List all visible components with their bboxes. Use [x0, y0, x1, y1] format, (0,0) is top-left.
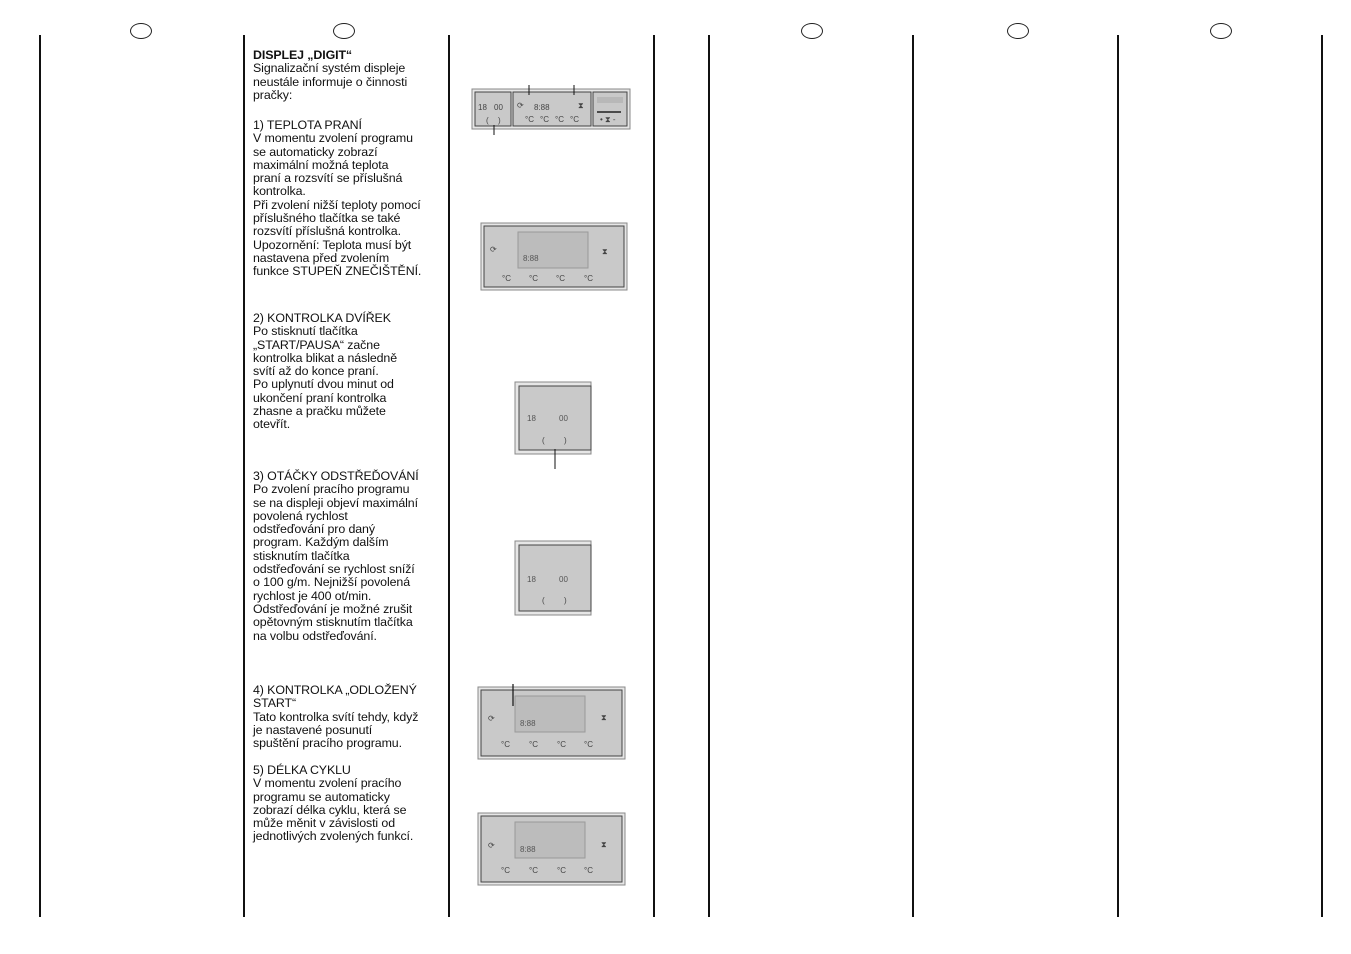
time-digits: 8:88: [520, 719, 536, 728]
language-circle-2: [333, 23, 355, 39]
column-line-2: [243, 35, 245, 917]
delay-start-icon: ⟳: [517, 101, 524, 110]
spin-digits: 18: [478, 103, 487, 112]
section-5-title: 5) DÉLKA CYKLU: [253, 763, 351, 777]
door-right-bracket: ): [564, 596, 567, 605]
column-line-5: [708, 35, 710, 917]
section-door: [253, 312, 445, 432]
temp-label-2: °C: [529, 740, 538, 749]
options-hourglass-icon: • ⧗ -: [600, 115, 616, 124]
temp-label-3: °C: [557, 866, 566, 875]
section-3-title: 3) OTÁČKY ODSTŘEĎOVÁNÍ: [253, 469, 419, 483]
column-line-4: [653, 35, 655, 917]
column-line-8: [1321, 35, 1323, 917]
section-3-body: Po zvolení pracího programu se na displeji objeví maximální povolená rychlost odstřeďování pro daný program. Každým dalším stisknutím tlačítka odstřeďování se rychlost sníží o 100 g/m. Nejnižší povolená rychlost je 400 ot/min. Odstřeďování je možné zrušit opětovným stisknutím tlačítka na volbu odstřeďování.: [253, 482, 418, 643]
time-digits: 8:88: [523, 254, 539, 263]
spin-digits: 18: [527, 575, 536, 584]
spin-digits: 18: [527, 414, 536, 423]
temp-label-1: °C: [501, 866, 510, 875]
temp-label-3: °C: [555, 115, 564, 124]
language-circle-5: [1210, 23, 1232, 39]
section-spin: [253, 470, 445, 643]
delay-start-icon: ⟳: [490, 245, 497, 254]
language-circle-4: [1007, 23, 1029, 39]
section-4-body: Tato kontrolka svítí tehdy, když je nastavené posunutí spuštění pracího programu.: [253, 709, 419, 751]
language-circle-1: [130, 23, 152, 39]
column-line-3: [448, 35, 450, 917]
door-left-bracket: (: [486, 116, 489, 125]
full-display-illustration: [470, 85, 635, 135]
hourglass-icon: ⧗: [601, 840, 607, 849]
temp-label-2: °C: [540, 115, 549, 124]
time-digits: 8:88: [534, 103, 550, 112]
heading: DISPLEJ „DIGIT“: [253, 48, 353, 62]
column-line-6: [912, 35, 914, 917]
section-5-body: V momentu zvolení pracího programu se automaticky zobrazí délka cyklu, která se může měnit v závislosti od jednotlivých zvolených funkcí.: [253, 776, 414, 844]
section-2-title: 2) KONTROLKA DVÍŘEK: [253, 311, 391, 325]
hourglass-icon: ⧗: [601, 713, 607, 722]
hourglass-icon: ⧗: [578, 101, 584, 110]
section-temperature: [253, 119, 445, 279]
door-left-bracket: (: [542, 436, 545, 445]
column-line-7: [1117, 35, 1119, 917]
section-4-title: 4) KONTROLKA „ODLOŽENÝ START“: [253, 683, 417, 711]
door-right-bracket: ): [498, 116, 501, 125]
temp-label-4: °C: [584, 274, 593, 283]
temp-label-4: °C: [584, 866, 593, 875]
section-2-body: Po stisknutí tlačítka „START/PAUSA“ začne kontrolka blikat a následně svítí až do konce praní. Po uplynutí dvou minut od ukončení praní kontrolka zhasne a pračku můžete otevřít.: [253, 324, 398, 432]
spin-display-illustration: [514, 540, 594, 620]
temp-label-1: °C: [502, 274, 511, 283]
delay-start-icon: ⟳: [488, 841, 495, 850]
cycle-display-illustration: [477, 812, 627, 888]
options-segments: [597, 97, 623, 103]
section-delay-start: [253, 684, 445, 750]
temp-label-4: °C: [570, 115, 579, 124]
intro-text: Signalizační systém displeje neustále informuje o činnosti pračky:: [253, 61, 408, 102]
options-bar: [597, 111, 621, 113]
hourglass-icon: ⧗: [602, 247, 608, 256]
section-1-title: 1) TEPLOTA PRANÍ: [253, 118, 362, 132]
section-cycle-length: [253, 764, 445, 844]
temp-label-1: °C: [525, 115, 534, 124]
door-left-bracket: (: [542, 596, 545, 605]
temp-label-3: °C: [556, 274, 565, 283]
temp-label-1: °C: [501, 740, 510, 749]
time-digits: 8:88: [520, 845, 536, 854]
spin-small-digits: 00: [494, 103, 503, 112]
intro-section: [253, 49, 445, 102]
column-line-1: [39, 35, 41, 917]
language-circle-3: [801, 23, 823, 39]
temperature-display-illustration: [480, 222, 630, 292]
spin-small-digits: 00: [559, 575, 568, 584]
delay-display-illustration: [477, 682, 627, 762]
door-right-bracket: ): [564, 436, 567, 445]
temp-label-2: °C: [529, 274, 538, 283]
door-display-illustration: [514, 381, 594, 471]
temp-label-2: °C: [529, 866, 538, 875]
spin-small-digits: 00: [559, 414, 568, 423]
section-1-body: V momentu zvolení programu se automaticky zobrazí maximální možná teplota praní a rozsvítí se příslušná kontrolka. Při zvolení nižší teploty pomocí příslušného tlačítka se také rozsvítí příslušná kontrolka. Upozornění: Teplota musí být nastavena před zvolením funkce STUPEŇ ZNEČIŠTĚNÍ.: [253, 131, 422, 279]
delay-start-icon: ⟳: [488, 714, 495, 723]
temp-label-4: °C: [584, 740, 593, 749]
temp-label-3: °C: [557, 740, 566, 749]
